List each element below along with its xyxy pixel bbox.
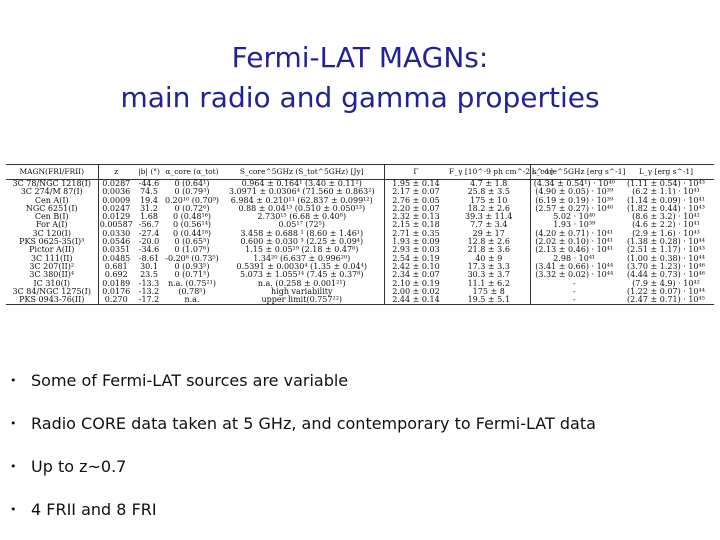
cell-l-gamma: (6.2 ± 1.1) · 10⁴¹ <box>632 187 700 197</box>
cell-s-core: 0.05¹⁷ (72⁵) <box>220 221 384 229</box>
cell-b: -17.2 <box>134 296 164 305</box>
cell-l-gamma: (8.6 ± 3.2) · 10⁴² <box>632 212 700 222</box>
cell-l-core: - <box>572 278 576 288</box>
cell-magn: 3C 111(II) <box>6 255 98 263</box>
header-s-core: S_core^5GHz (S_tot^5GHz) [Jy] <box>220 165 384 180</box>
cell-gamma: 2.93 ± 0.03 <box>392 245 440 255</box>
cell-magn: Pictor A(II) <box>6 246 98 254</box>
cell-f-gamma: 175 ± 8 <box>448 288 530 296</box>
cell-alpha: n.a. (0.75²¹) <box>167 278 217 288</box>
cell-magn: PKS 0625-35(I)³ <box>6 238 98 246</box>
cell-l-core: (4.20 ± 0.71) · 10⁴¹ <box>535 228 614 238</box>
cell-s-core: 0.600 ± 0.030 ³ (2.25 ± 0.09⁴) <box>220 238 384 246</box>
cell-alpha: 0 (0.71⁵) <box>174 270 210 280</box>
header-f-gamma: F_γ [10^-9 ph cm^-2 s^-1] <box>448 165 530 180</box>
table-header-row <box>6 165 714 180</box>
header-gamma: Γ <box>384 165 448 180</box>
cell-z: 0.0176 <box>102 286 131 296</box>
cell-b: -13.3 <box>138 278 160 288</box>
cell-alpha: 0 (0.56¹⁴) <box>172 220 212 230</box>
bullet-list <box>10 370 710 520</box>
cell-z: 0.681 <box>104 261 128 271</box>
cell-gamma: 2.42 ± 0.10 <box>392 261 440 271</box>
cell-z: 0.0009 <box>102 195 131 205</box>
cell-gamma: 2.17 ± 0.07 <box>392 187 440 197</box>
cell-s-core: 6.984 ± 0.210¹¹ (62.837 ± 0.099¹²) <box>220 197 384 205</box>
cell-magn: NGC 6251(I) <box>6 205 98 213</box>
cell-l-gamma: (1.22 ± 0.07) · 10⁴⁴ <box>627 286 705 296</box>
bullet-item <box>10 370 710 391</box>
cell-l-core: (6.19 ± 0.19) · 10³⁹ <box>535 195 614 205</box>
cell-b: -56.7 <box>138 220 160 230</box>
cell-l-core: (4.90 ± 0.05) · 10³⁹ <box>535 187 614 197</box>
cell-l-core: (3.32 ± 0.02) · 10⁴⁴ <box>535 270 614 280</box>
cell-s-core: 1.15 ± 0.05¹⁹ (2.18 ± 0.47⁸) <box>220 246 384 254</box>
cell-f-gamma: 21.8 ± 3.6 <box>448 246 530 254</box>
cell-f-gamma: 12.8 ± 2.6 <box>448 238 530 246</box>
cell-alpha: 0.20¹⁰ (0.70⁹) <box>165 195 220 205</box>
cell-l-gamma: (2.51 ± 1.17) · 10⁴³ <box>627 245 705 255</box>
bullet-dot: • <box>10 503 17 516</box>
bullet-text: 4 FRII and 8 FRI <box>31 500 157 519</box>
cell-b: -44.6 <box>138 179 160 188</box>
bullet-dot: • <box>10 460 17 473</box>
cell-s-core: 5.073 ± 1.055¹⁴ (7.45 ± 0.37⁸) <box>220 271 384 279</box>
cell-gamma: 2.15 ± 0.18 <box>392 220 440 230</box>
bullet-item <box>10 499 710 520</box>
header-magn: MAGN(FRI/FRII) <box>6 165 98 180</box>
cell-alpha: 0 (0.79³) <box>174 187 210 197</box>
cell-alpha: 0 (0.64¹) <box>174 179 210 188</box>
cell-f-gamma: 11.1 ± 6.2 <box>448 280 530 288</box>
cell-l-core: (2.13 ± 0.46) · 10⁴¹ <box>535 245 614 255</box>
cell-z: 0.0129 <box>102 212 131 222</box>
cell-z: 0.0287 <box>102 179 131 188</box>
properties-table-figure <box>6 164 714 354</box>
cell-b: -27.4 <box>138 228 160 238</box>
header-z: z <box>98 165 134 180</box>
header-l-gamma: L_γ [erg s^-1] <box>618 165 714 180</box>
cell-magn: 3C 84/NGC 1275(I) <box>6 288 98 296</box>
cell-z: 0.0546 <box>102 237 131 247</box>
cell-l-core: (3.41 ± 0.66) · 10⁴⁴ <box>535 261 614 271</box>
cell-l-gamma: (1.00 ± 0.38) · 10⁴⁴ <box>627 253 705 263</box>
cell-f-gamma: 25.8 ± 3.5 <box>448 188 530 196</box>
cell-z: 0.692 <box>104 270 128 280</box>
cell-l-gamma: (7.9 ± 4.9) · 10⁴² <box>632 278 700 288</box>
cell-alpha: (0.78⁵) <box>178 286 206 296</box>
bullet-item <box>10 413 710 434</box>
table-row <box>6 296 714 305</box>
slide-title <box>0 38 720 118</box>
header-l-core: L_core^5GHz [erg s^-1] <box>530 165 618 180</box>
cell-f-gamma: 17.3 ± 3.3 <box>448 263 530 271</box>
bullet-dot: • <box>10 374 17 387</box>
cell-magn: 3C 78/NGC 1218(I) <box>6 180 98 189</box>
cell-f-gamma: 7.7 ± 3.4 <box>448 221 530 229</box>
cell-alpha: 0 (0.44¹⁸) <box>172 228 212 238</box>
cell-s-core: 2.730¹⁵ (6.68 ± 0.40⁸) <box>220 213 384 221</box>
properties-table <box>6 164 714 305</box>
bullet-text: Up to z~0.7 <box>31 457 127 476</box>
header-alpha: α_core (α_tot) <box>164 165 220 180</box>
cell-z: 0.0351 <box>102 245 131 255</box>
cell-l-core: 1.93 · 10³⁹ <box>553 220 596 230</box>
cell-l-core: - <box>572 286 576 296</box>
cell-b: 31.2 <box>140 203 158 213</box>
bullet-text: Some of Fermi-LAT sources are variable <box>31 371 349 390</box>
cell-alpha: 0 (0.48¹⁶) <box>172 212 212 222</box>
cell-l-gamma: (3.70 ± 1.23) · 10⁴⁶ <box>627 261 705 271</box>
cell-gamma: 2.71 ± 0.35 <box>392 228 440 238</box>
cell-l-gamma: (1.82 ± 0.44) · 10⁴³ <box>627 203 705 213</box>
cell-f-gamma: 40 ± 9 <box>448 255 530 263</box>
cell-l-gamma: (2.47 ± 0.71) · 10⁴⁵ <box>618 296 714 305</box>
cell-f-gamma: 39.3 ± 11.4 <box>448 213 530 221</box>
cell-gamma: 1.93 ± 0.09 <box>392 237 440 247</box>
cell-gamma: 2.44 ± 0.14 <box>384 296 448 305</box>
cell-magn: For A(I) <box>6 221 98 229</box>
cell-l-gamma: (4.44 ± 0.73) · 10⁴⁶ <box>627 270 705 280</box>
title-line-2: main radio and gamma properties <box>120 81 600 114</box>
cell-gamma: 2.10 ± 0.19 <box>392 278 440 288</box>
cell-l-gamma: (1.38 ± 0.28) · 10⁴⁴ <box>627 237 705 247</box>
cell-s-core: 0.88 ± 0.04¹³ (0.510 ± 0.050¹³) <box>220 205 384 213</box>
cell-z: 0.0189 <box>102 278 131 288</box>
cell-gamma: 2.54 ± 0.19 <box>392 253 440 263</box>
bullet-dot: • <box>10 417 17 430</box>
bullet-item <box>10 456 710 477</box>
cell-b: -13.2 <box>138 286 160 296</box>
cell-magn: Cen A(I) <box>6 197 98 205</box>
cell-l-gamma: (2.9 ± 1.6) · 10⁴³ <box>632 228 700 238</box>
bullet-text: Radio CORE data taken at 5 GHz, and contemporary to Fermi-LAT data <box>31 414 596 433</box>
cell-s-core: 1.34²⁰ (6.637 ± 0.996²⁰) <box>220 255 384 263</box>
cell-magn: 3C 207(II)² <box>6 263 98 271</box>
table-body <box>6 180 714 305</box>
cell-gamma: 2.34 ± 0.07 <box>392 270 440 280</box>
cell-alpha: n.a. <box>164 296 220 305</box>
cell-magn: 3C 274/M 87(I) <box>6 188 98 196</box>
cell-magn: 3C 120(I) <box>6 230 98 238</box>
cell-gamma: 2.32 ± 0.13 <box>392 212 440 222</box>
cell-l-core: (2.57 ± 0.27) · 10⁴⁰ <box>535 203 614 213</box>
cell-z: 0.0247 <box>102 203 131 213</box>
cell-b: 23.5 <box>140 270 158 280</box>
cell-s-core: 0.964 ± 0.164¹ (3.40 ± 0.11²) <box>220 180 384 189</box>
cell-magn: PKS 0943-76(II) <box>6 296 98 305</box>
cell-f-gamma: 18.2 ± 2.6 <box>448 205 530 213</box>
cell-b: 19.4 <box>140 195 158 205</box>
cell-l-core: (2.02 ± 0.10) · 10⁴¹ <box>535 237 614 247</box>
cell-f-gamma: 4.7 ± 1.8 <box>448 180 530 189</box>
cell-b: 1.68 <box>140 212 158 222</box>
title-line-1: Fermi-LAT MAGNs: <box>231 41 489 74</box>
cell-alpha: 0 (0.65⁵) <box>174 237 210 247</box>
cell-z: 0.0330 <box>102 228 131 238</box>
cell-s-core: high variability <box>220 288 384 296</box>
cell-b: -8.61 <box>138 253 160 263</box>
cell-f-gamma: 29 ± 17 <box>448 230 530 238</box>
cell-s-core: 0.5391 ± 0.0030⁴ (1.35 ± 0.04⁴) <box>220 263 384 271</box>
cell-l-core: 2.98 · 10⁴¹ <box>553 253 596 263</box>
cell-z: 0.270 <box>98 296 134 305</box>
cell-s-core: upper limit(0.757²²) <box>220 296 384 305</box>
cell-b: -20.0 <box>138 237 160 247</box>
cell-alpha: 0 (0.72⁶) <box>174 203 210 213</box>
cell-l-gamma: (4.6 ± 2.2) · 10⁴¹ <box>632 220 700 230</box>
cell-f-gamma: 30.3 ± 3.7 <box>448 271 530 279</box>
cell-gamma: 2.20 ± 0.07 <box>392 203 440 213</box>
cell-alpha: 0 (0.93⁵) <box>174 261 210 271</box>
cell-magn: 3C 380(II)⁴ <box>6 271 98 279</box>
header-b: |b| (°) <box>134 165 164 180</box>
cell-alpha: 0 (1.07⁶) <box>174 245 210 255</box>
cell-z: 0.0485 <box>102 253 131 263</box>
cell-z: 0.00587 <box>99 220 133 230</box>
cell-s-core: 3.0971 ± 0.0306⁴ (71.560 ± 0.863²) <box>220 188 384 196</box>
cell-l-core: - <box>530 296 618 305</box>
cell-s-core: n.a. (0.258 ± 0.001²¹) <box>220 280 384 288</box>
cell-gamma: 2.00 ± 0.02 <box>392 286 440 296</box>
cell-l-core: (4.34 ± 0.54¹) · 10⁴⁰ <box>533 179 615 188</box>
cell-alpha: -0.20⁸ (0.73⁵) <box>165 253 219 263</box>
cell-b: 74.5 <box>140 187 158 197</box>
cell-s-core: 3.458 ± 0.688 ¹ (8.60 ± 1.46¹) <box>220 230 384 238</box>
cell-b: -34.6 <box>138 245 160 255</box>
cell-gamma: 2.76 ± 0.05 <box>392 195 440 205</box>
cell-l-core: 5.02 · 10⁴⁰ <box>553 212 596 222</box>
cell-b: 30.1 <box>140 261 158 271</box>
cell-z: 0.0036 <box>102 187 131 197</box>
cell-f-gamma: 19.5 ± 5.1 <box>448 296 530 305</box>
cell-magn: IC 310(I) <box>6 280 98 288</box>
cell-l-gamma: (1.14 ± 0.09) · 10⁴¹ <box>627 195 705 205</box>
cell-f-gamma: 175 ± 10 <box>448 197 530 205</box>
cell-gamma: 1.95 ± 0.14 <box>392 179 440 188</box>
cell-l-gamma: (1.11 ± 0.54) · 10⁴³ <box>627 179 705 188</box>
cell-magn: Cen B(I) <box>6 213 98 221</box>
